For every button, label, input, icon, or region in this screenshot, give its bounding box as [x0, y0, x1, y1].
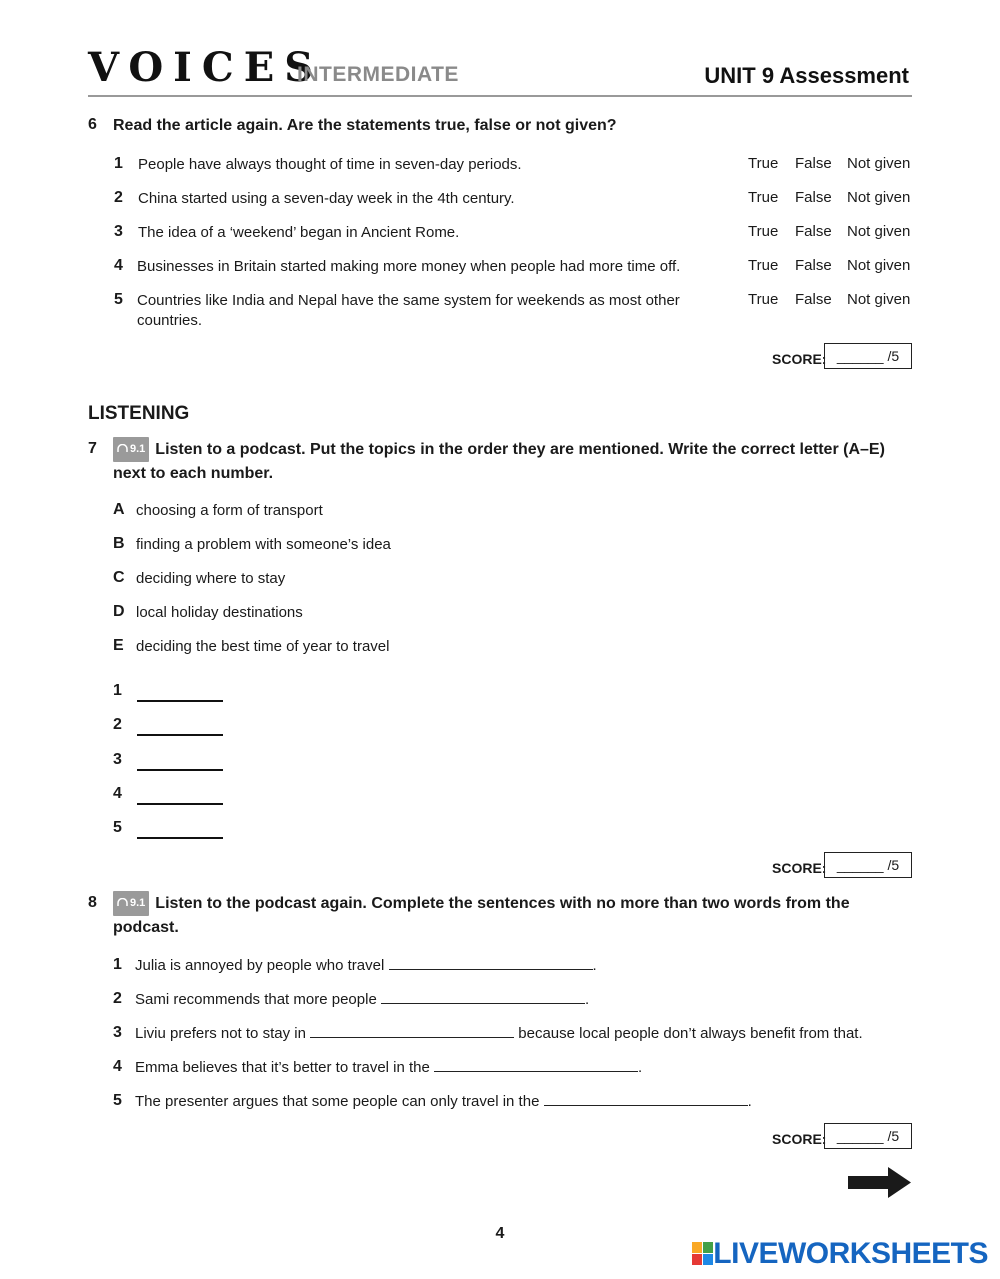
option-true[interactable]: True — [748, 291, 779, 308]
item-number: 4 — [113, 1058, 122, 1075]
option-false[interactable]: False — [795, 291, 832, 308]
item-number: 5 — [114, 291, 123, 308]
level-label: INTERMEDIATE — [297, 63, 459, 86]
q7-score-box[interactable]: ______ /5 — [824, 852, 912, 878]
option-not-given[interactable]: Not given — [847, 223, 911, 240]
option-true[interactable]: True — [748, 189, 779, 206]
topic-letter: B — [113, 535, 125, 552]
listening-heading: LISTENING — [88, 403, 190, 424]
audio-track-number: 9.1 — [130, 443, 146, 455]
option-false[interactable]: False — [795, 155, 832, 172]
q6-score-box[interactable]: ______ /5 — [824, 343, 912, 369]
q6-instruction: Read the article again. Are the statements true, false or not given? — [113, 117, 617, 134]
option-false[interactable]: False — [795, 223, 832, 240]
q8-number: 8 — [88, 894, 97, 911]
item-sentence — [135, 1058, 642, 1078]
answer-number: 3 — [113, 751, 122, 768]
sentence-start: Julia is annoyed by people who travel — [135, 957, 385, 974]
q7-instruction — [113, 437, 913, 485]
answer-line[interactable] — [381, 990, 585, 1004]
voices-logo: VOICES — [88, 44, 324, 91]
answer-blank[interactable] — [137, 789, 223, 805]
sentence-end: . — [747, 1093, 752, 1110]
sentence-start: Sami recommends that more people — [135, 991, 377, 1008]
q8-score-box[interactable]: ______ /5 — [824, 1123, 912, 1149]
answer-number: 1 — [113, 682, 122, 699]
q7-instruction-text: Listen to a podcast. Put the topics in the order they are mentioned. Write the correct letter (A–E) next to each number. — [113, 441, 885, 482]
item-number: 5 — [113, 1092, 122, 1109]
sentence-end: . — [638, 1059, 643, 1076]
q8-instruction — [113, 891, 913, 939]
headphones-icon — [117, 898, 128, 907]
sentence-end: . — [584, 991, 590, 1008]
audio-track-number: 9.1 — [130, 897, 146, 909]
score-label: SCORE: — [772, 1131, 827, 1147]
item-text: The idea of a ‘weekend’ began in Ancient Rome. — [138, 224, 460, 241]
audio-track-badge[interactable] — [113, 891, 149, 916]
answer-blank[interactable] — [137, 755, 223, 771]
option-not-given[interactable]: Not given — [847, 291, 911, 308]
item-sentence — [135, 990, 589, 1010]
page-number: 4 — [495, 1225, 505, 1242]
option-true[interactable]: True — [748, 257, 779, 274]
headphones-icon — [117, 444, 128, 453]
answer-blank[interactable] — [137, 823, 223, 839]
sentence-end: because local people don’t always benefit from that. — [518, 1025, 863, 1042]
option-not-given[interactable]: Not given — [847, 189, 911, 206]
topic-text: finding a problem with someone’s idea — [136, 536, 391, 553]
sentence-start: Emma believes that it’s better to travel in the — [135, 1059, 430, 1076]
topic-letter: D — [113, 603, 125, 620]
topic-text: local holiday destinations — [136, 604, 303, 621]
option-not-given[interactable]: Not given — [847, 155, 911, 172]
item-text: People have always thought of time in seven-day periods. — [138, 156, 522, 173]
item-number: 2 — [114, 189, 123, 206]
next-page-arrow-icon[interactable] — [848, 1167, 912, 1198]
item-number: 3 — [114, 223, 123, 240]
score-label: SCORE: — [772, 351, 827, 367]
answer-number: 4 — [113, 785, 122, 802]
option-false[interactable]: False — [795, 257, 832, 274]
item-number: 3 — [113, 1024, 122, 1041]
answer-blank[interactable] — [137, 720, 223, 736]
liveworksheets-badge-icon — [692, 1242, 714, 1266]
topic-text: choosing a form of transport — [136, 502, 323, 519]
answer-line[interactable] — [310, 1024, 514, 1038]
item-number: 2 — [113, 990, 122, 1007]
answer-number: 5 — [113, 819, 122, 836]
sentence-start: The presenter argues that some people can only travel in the — [135, 1093, 540, 1110]
audio-track-badge[interactable] — [113, 437, 149, 462]
score-label: SCORE: — [772, 860, 827, 876]
answer-blank[interactable] — [137, 686, 223, 702]
q6-number: 6 — [88, 116, 97, 133]
q8-instruction-text: Listen to the podcast again. Complete the sentences with no more than two words from the podcast. — [113, 895, 850, 936]
item-number: 1 — [114, 155, 123, 172]
sentence-start: Liviu prefers not to stay in — [135, 1025, 306, 1042]
topic-letter: E — [113, 637, 124, 654]
item-sentence — [135, 1092, 752, 1112]
answer-line[interactable] — [434, 1058, 638, 1072]
liveworksheets-watermark: LIVEWORKSHEETS — [713, 1237, 988, 1270]
topic-letter: A — [113, 501, 125, 518]
option-not-given[interactable]: Not given — [847, 257, 911, 274]
option-true[interactable]: True — [748, 155, 779, 172]
answer-number: 2 — [113, 716, 122, 733]
sentence-end: . — [592, 957, 597, 974]
header-divider — [88, 95, 912, 97]
item-number: 1 — [113, 956, 122, 973]
item-number: 4 — [114, 257, 123, 274]
topic-letter: C — [113, 569, 125, 586]
item-text: China started using a seven-day week in the 4th century. — [138, 190, 515, 207]
item-text: Businesses in Britain started making more money when people had more time off. — [137, 258, 681, 275]
item-text: Countries like India and Nepal have the same system for weekends as most other countries. — [137, 292, 680, 329]
unit-title: UNIT 9 Assessment — [704, 63, 909, 88]
q7-number: 7 — [88, 440, 97, 457]
answer-line[interactable] — [544, 1092, 748, 1106]
item-sentence — [135, 956, 597, 976]
option-true[interactable]: True — [748, 223, 779, 240]
topic-text: deciding where to stay — [136, 570, 286, 587]
option-false[interactable]: False — [795, 189, 832, 206]
answer-line[interactable] — [389, 956, 593, 970]
topic-text: deciding the best time of year to travel — [136, 638, 390, 655]
item-sentence — [135, 1024, 863, 1044]
